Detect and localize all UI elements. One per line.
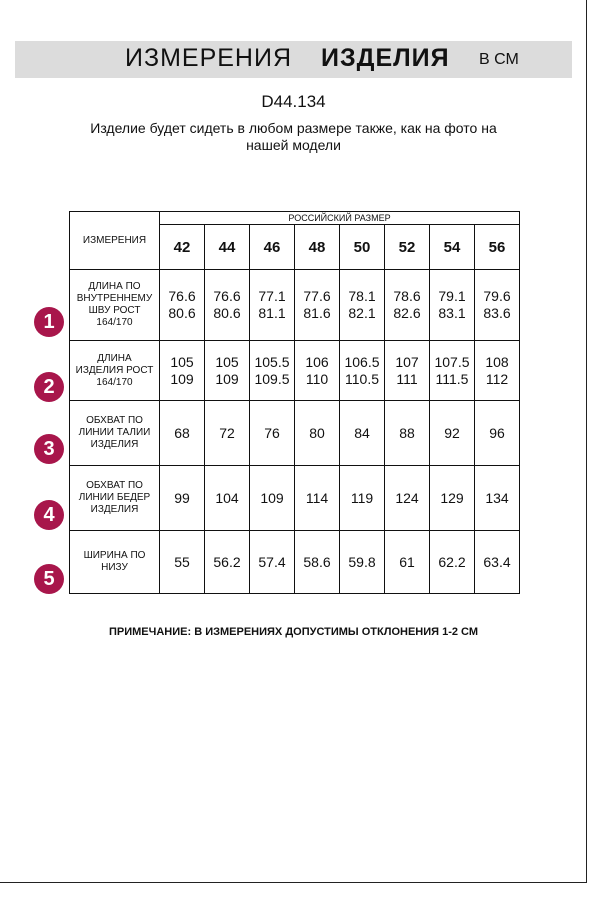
value-cell <box>385 466 430 531</box>
value-line: 63.4 <box>483 553 511 570</box>
size-header-cell: 42 <box>160 225 205 270</box>
value-cell <box>475 466 520 531</box>
value-line: 108 <box>485 353 509 370</box>
value-cell <box>430 341 475 401</box>
value-line: 56.2 <box>213 553 241 570</box>
value-cell <box>250 341 295 401</box>
value-line: 109 <box>215 370 239 387</box>
value-cell <box>475 401 520 466</box>
size-header-cell: 48 <box>295 225 340 270</box>
value-cell <box>475 341 520 401</box>
size-group-header: РОССИЙСКИЙ РАЗМЕР <box>160 212 520 225</box>
row-label: ДЛИНА ИЗДЕЛИЯ РОСТ 164/170 <box>70 341 160 401</box>
value-cell <box>160 341 205 401</box>
size-header-cell: 52 <box>385 225 430 270</box>
header-word-measurements: ИЗМЕРЕНИЯ <box>125 44 292 72</box>
value-cell <box>430 531 475 594</box>
value-line: 119 <box>350 489 374 506</box>
value-cell <box>295 466 340 531</box>
value-line: 82.6 <box>393 305 421 321</box>
size-header-cell: 46 <box>250 225 295 270</box>
value-cell <box>385 531 430 594</box>
row-label: ОБХВАТ ПО ЛИНИИ БЕДЕР ИЗДЕЛИЯ <box>70 466 160 531</box>
row-number-badge: 5 <box>34 564 64 594</box>
fit-note: Изделие будет сидеть в любом размере также, как на фото на нашей модели <box>90 120 497 153</box>
value-line: 110 <box>305 370 329 387</box>
value-line: 68 <box>174 424 190 441</box>
article-code: D44.134 <box>261 92 326 111</box>
value-line: 105 <box>170 353 194 370</box>
value-line: 62.2 <box>438 553 466 570</box>
value-line: 84 <box>354 424 370 441</box>
value-line: 81.1 <box>258 305 286 321</box>
value-cell <box>250 270 295 341</box>
row-number-badge: 2 <box>34 372 64 402</box>
value-cell <box>205 341 250 401</box>
header-banner <box>15 41 572 78</box>
value-line: 78.6 <box>393 288 421 304</box>
value-cell <box>340 341 385 401</box>
value-cell <box>340 466 385 531</box>
value-cell <box>295 270 340 341</box>
value-line: 124 <box>395 489 419 506</box>
corner-label: ИЗМЕРЕНИЯ <box>70 212 160 270</box>
size-header-cell: 44 <box>205 225 250 270</box>
value-cell <box>385 401 430 466</box>
value-cell <box>385 270 430 341</box>
value-line: 76.6 <box>213 288 241 304</box>
header-units: В СМ <box>479 51 519 68</box>
value-line: 59.8 <box>348 553 376 570</box>
row-label: ОБХВАТ ПО ЛИНИИ ТАЛИИ ИЗДЕЛИЯ <box>70 401 160 466</box>
value-line: 129 <box>440 489 464 506</box>
row-number-badge: 1 <box>34 307 64 337</box>
value-line: 99 <box>174 489 190 506</box>
value-line: 105 <box>215 353 239 370</box>
value-cell <box>250 401 295 466</box>
value-line: 83.1 <box>438 305 466 321</box>
size-header-cell: 56 <box>475 225 520 270</box>
value-line: 81.6 <box>303 305 331 321</box>
row-label: ШИРИНА ПО НИЗУ <box>70 531 160 594</box>
value-cell <box>205 401 250 466</box>
value-cell <box>475 531 520 594</box>
value-line: 57.4 <box>258 553 286 570</box>
table-row <box>70 270 520 341</box>
size-header-cell: 50 <box>340 225 385 270</box>
value-cell <box>295 531 340 594</box>
value-line: 109 <box>170 370 194 387</box>
footnote: ПРИМЕЧАНИЕ: В ИЗМЕРЕНИЯХ ДОПУСТИМЫ ОТКЛОНЕНИЯ 1-2 СМ <box>108 626 479 638</box>
value-line: 114 <box>305 489 329 506</box>
value-cell <box>475 270 520 341</box>
value-line: 77.6 <box>303 288 331 304</box>
value-line: 96 <box>489 424 505 441</box>
value-cell <box>160 401 205 466</box>
table-row <box>70 466 520 531</box>
value-line: 104 <box>215 489 239 506</box>
value-cell <box>295 401 340 466</box>
row-number-badge: 3 <box>34 434 64 464</box>
value-cell <box>160 270 205 341</box>
value-line: 61 <box>399 553 415 570</box>
value-cell <box>160 466 205 531</box>
value-line: 106.5 <box>344 353 380 370</box>
header-word-item: ИЗДЕЛИЯ <box>321 44 450 72</box>
value-line: 112 <box>485 370 509 387</box>
value-cell <box>250 531 295 594</box>
value-line: 83.6 <box>483 305 511 321</box>
value-cell <box>205 531 250 594</box>
value-line: 92 <box>444 424 460 441</box>
value-line: 111 <box>396 370 418 387</box>
value-cell <box>430 466 475 531</box>
value-cell <box>340 270 385 341</box>
value-cell <box>160 531 205 594</box>
value-line: 107 <box>395 353 419 370</box>
value-line: 55 <box>174 553 190 570</box>
value-line: 58.6 <box>303 553 331 570</box>
value-cell <box>340 531 385 594</box>
value-line: 76 <box>264 424 280 441</box>
row-label: ДЛИНА ПО ВНУТРЕННЕМУ ШВУ РОСТ 164/170 <box>70 270 160 341</box>
value-cell <box>250 466 295 531</box>
row-number-badge: 4 <box>34 500 64 530</box>
table-row <box>70 401 520 466</box>
value-cell <box>385 341 430 401</box>
size-table <box>69 211 520 594</box>
table-row <box>70 341 520 401</box>
value-cell <box>430 270 475 341</box>
value-line: 109.5 <box>254 370 290 387</box>
value-line: 77.1 <box>258 288 286 304</box>
value-line: 76.6 <box>168 288 196 304</box>
value-line: 110.5 <box>345 370 379 387</box>
value-line: 88 <box>399 424 415 441</box>
value-cell <box>430 401 475 466</box>
value-cell <box>205 466 250 531</box>
value-line: 107.5 <box>434 353 470 370</box>
value-line: 79.6 <box>483 288 511 304</box>
value-line: 79.1 <box>438 288 466 304</box>
value-line: 78.1 <box>348 288 376 304</box>
value-line: 134 <box>485 489 509 506</box>
value-line: 80.6 <box>213 305 241 321</box>
value-cell <box>340 401 385 466</box>
value-line: 109 <box>260 489 284 506</box>
value-line: 106 <box>305 353 329 370</box>
value-line: 80 <box>309 424 325 441</box>
value-line: 72 <box>219 424 235 441</box>
size-header-cell: 54 <box>430 225 475 270</box>
value-line: 111.5 <box>435 370 469 387</box>
value-cell <box>295 341 340 401</box>
value-line: 82.1 <box>348 305 376 321</box>
table-row <box>70 531 520 594</box>
value-cell <box>205 270 250 341</box>
value-line: 105.5 <box>254 353 290 370</box>
value-line: 80.6 <box>168 305 196 321</box>
